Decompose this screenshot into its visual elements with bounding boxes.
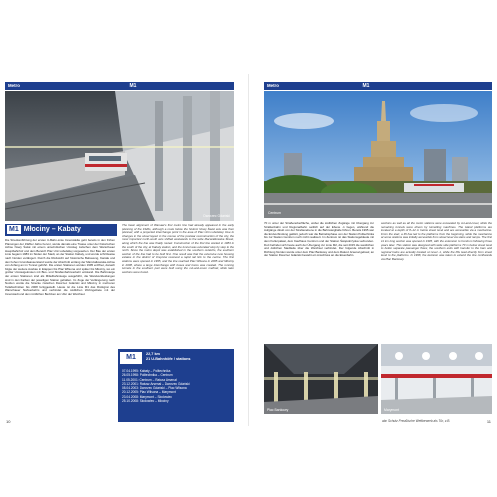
footer-caption: abc Schutz Preußische Wettbewerb als Tür, z.B. <box>382 419 451 423</box>
left-page <box>5 74 234 426</box>
text-column-german: 70 m unter der Straßenoberfläche, wobei die südlichen Zugänge mit Übergang zur Straßenbahn und Regionalbahn seitlich auf der Ebene -1 liegen, während die Aufgänge direkt von der Straßenebene in die Bahnsteighalle führen. Bereits 1995 war die Endverbindung geklärt, jedoch war die Betriebsphase von der Station Politechnika bis zur Station Centrum noch nicht realisiert. Im Zentrum ist das Stationsgebäude mit dem Kulturpalast, dem Kaufhaus Centrum und der Station Świętokrzyska verbunden. Dort befindet sich heute auch der Übergang zur Linie M2, die seit 2015 die westlichen und östlichen Stadtteile über die Weichsel verbindet. Der folgende Abschnitt in Richtung Norden wurde unter dem Plac Bankowy und dem Ratusz Arsenał gebaut; an der Station Dworzec Gdański besteht ein Anschluss an die Eisenbahn. <box>264 222 374 258</box>
text-column-english: sections as well as all the metro stations were excavated by cut-and-cover, while the remaining tunnels were driven by tunnelling machines. The island platforms are located at a depth of 8–12 m below street level and are accessible via a mezzanine. From the start, a lift has led to the platforms from the beginning, while the mezzanine at some stations was initially accessible from street level via stairs and ramps. The first 11 km long section was opened in 1995, with the extension to Centrum following three years later. This station was designed with wide side platforms 70 m below street level to better separate passenger flows; the southern exits with transfer to the tram and regional trains are actually located on level -1, while the lifts lead directly from street level to the platforms. In 1998, the decision was taken to extend the line northwards via Plac Bankowy. <box>381 222 492 261</box>
infobox-length: 22,7 km <box>146 352 160 356</box>
section-label: Metro <box>8 83 20 88</box>
photo-caption: Centrum <box>268 211 282 215</box>
city-photo <box>264 91 492 218</box>
station-photo <box>5 91 234 221</box>
infobox-stations: 21 U-Bahnhöfe / stations <box>146 357 191 361</box>
section-header-bar <box>264 82 492 90</box>
station-photo-1 <box>264 344 378 414</box>
photo-caption: Dworzec Gdański <box>203 214 230 218</box>
station-interior-illustration <box>264 344 378 414</box>
section-label: Metro <box>267 83 279 88</box>
timeline-item: 07.04.1995: Kabaty – Politechnika <box>122 369 171 373</box>
book-gutter <box>248 74 249 426</box>
text-column-english: The basic alignment of Warsaw's first metro line had already appeared in the early planning of the 1920s, although a route below the historic Nowy Świat axis was then planned, with a projected interchange point in the area of Plac Unii Lubelskiej. Due to changes in the street layout in the course of the postwar reconstruction of the city, the most important north-south axis shifted westwards to the wide Marszałkowska Street, along which the line was finally routed. Construction of the first line started in 1983 in the south of the city, at Kabaty station, and the tunnel was extended step by step to the north. Since the metro depot was established in the southern outskirts, the southern section of the line had to be built first. One result was that the extensive new housing estates in the district of Ursynów received a rapid rail link to the centre. The first stations were opened in 1995, and the line reached Plac Wilsona in 2005 and Młociny in 2008, where a large interchange with buses and trams was created. The running tunnels in the southern part were built using the cut-and-cover method, while later sections were bored. <box>122 224 234 274</box>
infobox-timeline <box>122 369 190 403</box>
page-number: 10 <box>6 419 11 424</box>
timeline-item: 25.10.2008: Słodowiec – Młociny <box>122 399 169 404</box>
timeline-item: 11.05.2001: Centrum – Ratusz Arsenał <box>122 377 177 382</box>
station-lights-illustration <box>381 344 492 414</box>
line-title-tag: M1 <box>9 226 19 233</box>
infobox-line-number: M1 <box>120 352 142 364</box>
text-column-german: Die Streckenführung der ersten U-Bahn-Linie Innenstädte geht bereits in den frühen Planungen der 1920er Jahre hervor, wurde damals eine Trasse unter der historischen Achse Nowy Świat mit einem unterirdischen Umstieg zwischen dem Warschauer Hauptbahnhof und dem Bereich Plac Unii Lubelskiej vorgesehen. Der Bau der ersten Linie begann 1983 im Süden der Stadt, an der Station Kabaty, und wurde schrittweise nach Norden verlängert. Durch die Rücksicht auf historische Bebauung, Kanäle und den hohen Grundwasserstand wurde der Abschnitt entlang der Marszałkowska-Achse von Anfang an im Tunnel geführt. Die ersten Stationen wurden 1995 eröffnet, danach folgte der weitere Ausbau in Etappen bis Plac Wilsona und später bis Młociny, wo ein großer Umsteigeknoten mit Bus- und Straßenbahnverkehr entstand. Die Bahnsteige der ersten Stationen sind als Mittelbahnsteige ausgeführt, die Wandverkleidungen sind in den Farben der jeweiligen Station gehalten. Im Zuge der Verlängerung nach Norden wurde die Strecke zwischen Dworzec Gdański und Młociny in mehreren Teilabschnitten bis 2008 fertiggestellt. Heute ist die Linie M1 das Rückgrat des Warschauer Nahverkehrs und verbindet die südlichen Wohngebiete mit der Innenstadt und den nördlichen Bezirken am Ufer der Weichsel. <box>5 239 115 296</box>
right-page <box>264 74 492 426</box>
section-header-bar <box>5 82 234 90</box>
page-number: 11 <box>486 419 491 424</box>
photo-caption: Plac Bankowy <box>267 408 289 412</box>
line-infobox <box>118 349 234 422</box>
timeline-item: 20.12.2005: Plac Wilsona – Marymont <box>122 390 176 395</box>
line-badge: M1 <box>362 83 370 89</box>
station-platform-illustration <box>5 91 234 221</box>
timeline-item: 08.04.2003: Dworzec Gdański – Plac Wilsona <box>122 386 187 391</box>
line-badge: M1 <box>129 83 137 89</box>
timeline-item: 23.12.2001: Ratusz Arsenał – Dworzec Gdański <box>122 381 190 386</box>
timeline-item: 26.05.1998: Politechnika – Centrum <box>122 373 173 378</box>
station-photo-2 <box>381 344 492 414</box>
photo-caption: Marymont <box>384 408 400 412</box>
line-title-bar <box>5 224 117 236</box>
line-title: Młociny – Kabaty <box>23 226 81 233</box>
timeline-item: 23.04.2008: Marymont – Słodowiec <box>122 394 172 399</box>
palace-of-culture-illustration <box>264 91 492 218</box>
